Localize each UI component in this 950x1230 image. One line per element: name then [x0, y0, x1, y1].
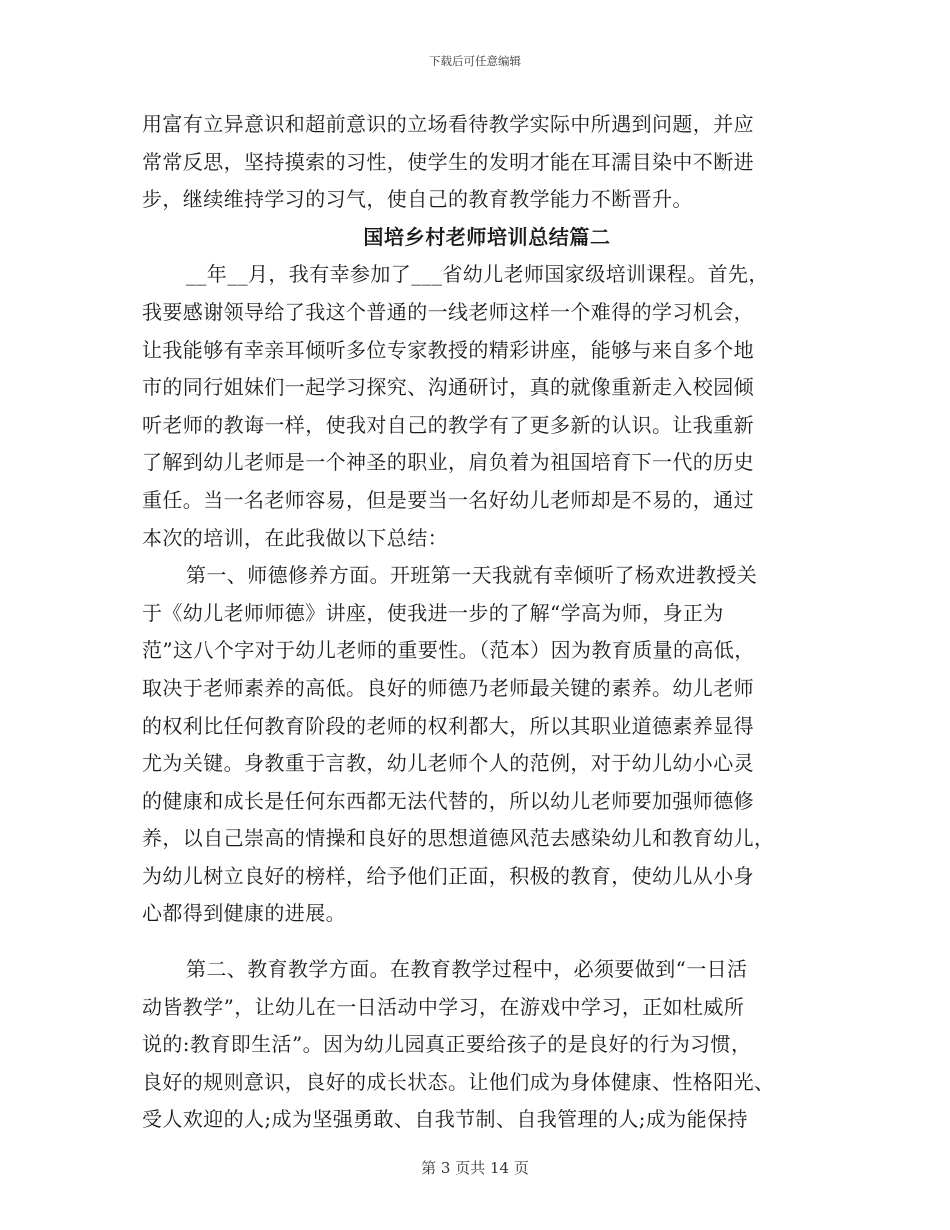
paragraph [142, 256, 802, 557]
text-line: 第一、师德修养方面。开班第一天我就有幸倾听了杨欢进教授关 [186, 563, 758, 588]
page-number: 第 3 页共 14 页 [421, 1159, 529, 1177]
text-line: 于《幼儿老师师德》讲座，使我进一步的了解“学高为师，身正为 [142, 600, 724, 625]
text-line: 尤为关键。身教重于言教，幼儿老师个人的范例，对于幼儿幼小心灵 [142, 751, 754, 776]
text-line: 的权利比任何教育阶段的老师的权利都大，所以其职业道德素养显得 [142, 713, 754, 738]
text-line: 市的同行姐妹们一起学习探究、沟通研讨，真的就像重新走入校园倾 [142, 375, 754, 400]
section-heading: 国培乡村老师培训总结篇二 [363, 224, 611, 249]
text-line: 为幼儿树立良好的榜样，给予他们正面，积极的教育，使幼儿从小身 [142, 863, 754, 888]
text-line: 范”这八个字对于幼儿老师的重要性。（范本）因为教育质量的高低， [142, 638, 755, 663]
paragraph [142, 106, 802, 219]
text-line: __年__月，我有幸参加了___省幼儿老师国家级培训课程。首先， [186, 262, 769, 287]
text-line: 第二、教育教学方面。在教育教学过程中，必须要做到“一日活 [186, 957, 748, 982]
text-line: 取决于老师素养的高低。良好的师德乃老师最关键的素养。幼儿老师 [142, 675, 754, 700]
text-line: 良好的规则意识，良好的成长状态。让他们成为身体健康、性格阳光、 [142, 1069, 775, 1094]
text-line: 的健康和成长是任何东西都无法代替的，所以幼儿老师要加强师德修 [142, 788, 754, 813]
text-line: 了解到幼儿老师是一个神圣的职业，肩负着为祖国培育下一代的历史 [142, 450, 754, 475]
text-line: 常常反思，坚持摸索的习性，使学生的发明才能在耳濡目染中不断进 [142, 149, 754, 174]
text-line: 本次的培训，在此我做以下总结： [142, 525, 448, 550]
text-line: 重任。当一名老师容易，但是要当一名好幼儿老师却是不易的，通过 [142, 487, 754, 512]
text-line: 听老师的教诲一样，使我对自己的教学有了更多新的认识。让我重新 [142, 412, 754, 437]
page-header-note: 下载后可任意编辑 [429, 54, 521, 68]
text-line: 步，继续维持学习的习气，使自己的教育教学能力不断晋升。 [142, 187, 693, 212]
text-line: 让我能够有幸亲耳倾听多位专家教授的精彩讲座，能够与来自多个地 [142, 337, 754, 362]
text-line: 养，以自己崇高的情操和良好的思想道德风范去感染幼儿和教育幼儿， [142, 826, 775, 851]
text-line: 受人欢迎的人;成为坚强勇敢、自我节制、自我管理的人;成为能保持 [142, 1107, 748, 1132]
text-line: 动皆教学”，让幼儿在一日活动中学习，在游戏中学习，正如杜威所 [142, 994, 745, 1019]
text-line: 说的:教育即生活”。因为幼儿园真正要给孩子的是良好的行为习惯， [142, 1032, 752, 1057]
paragraph [142, 951, 802, 1139]
text-line: 心都得到健康的进展。 [142, 901, 346, 926]
document-body [142, 106, 802, 1139]
paragraph-gap [142, 933, 802, 951]
text-line: 用富有立异意识和超前意识的立场看待教学实际中所遇到问题，并应 [142, 112, 754, 136]
text-line: 我要感谢领导给了我这个普通的一线老师这样一个难得的学习机会， [142, 299, 754, 324]
paragraph [142, 557, 802, 933]
